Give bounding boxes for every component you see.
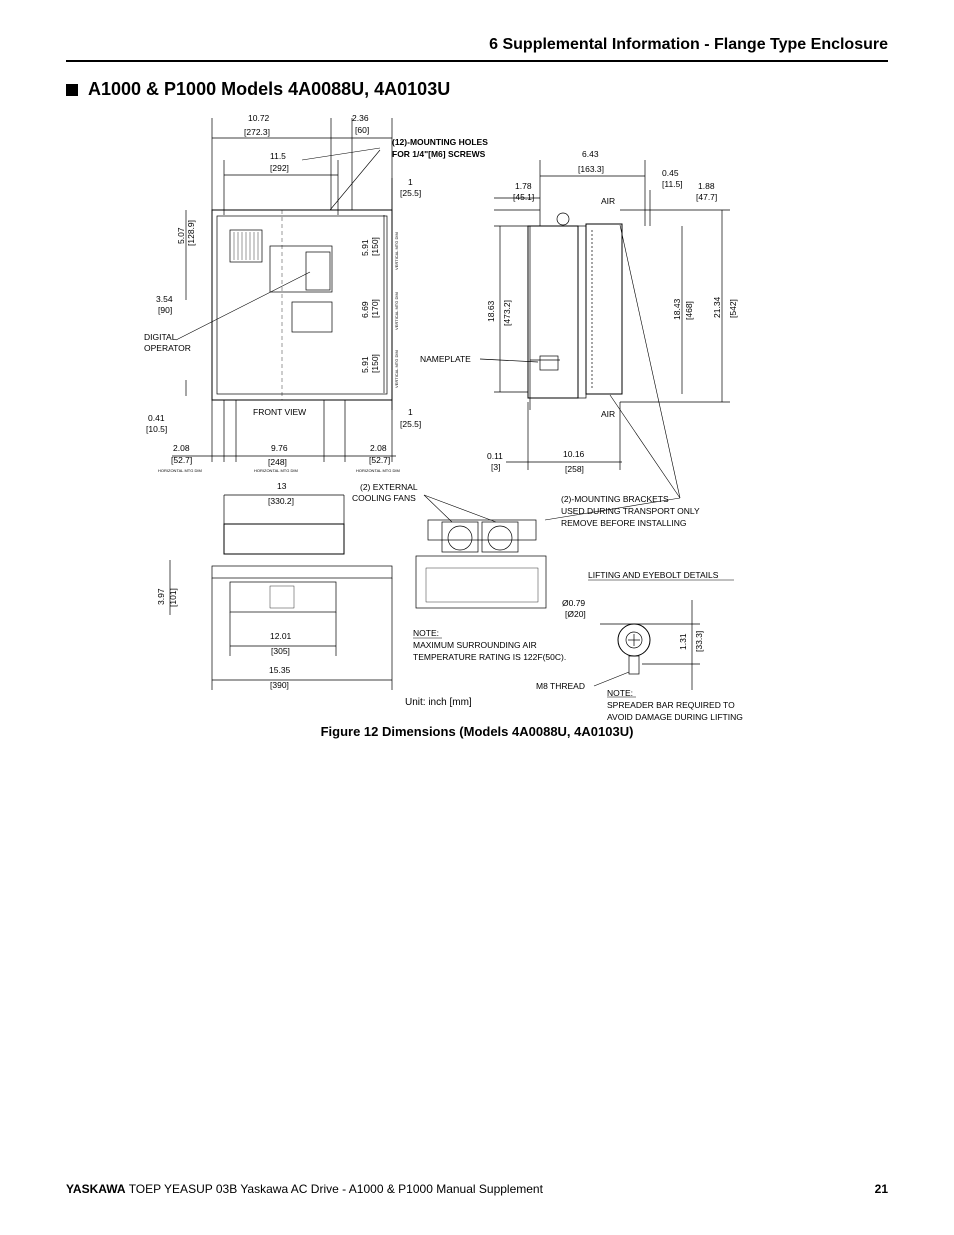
dim-label: [33.3] xyxy=(694,630,704,652)
bottom-view-top-unit xyxy=(224,524,344,554)
dim-label: [101] xyxy=(168,588,178,607)
footer-brand: YASKAWA xyxy=(66,1182,126,1196)
dim-label: [330.2] xyxy=(268,496,294,506)
cooling-fans-label: (2) EXTERNAL xyxy=(360,482,418,492)
dim-label: 6.69 xyxy=(360,301,370,318)
note-text: AVOID DAMAGE DURING LIFTING xyxy=(607,712,743,722)
note-text: TEMPERATURE RATING IS 122F(50C). xyxy=(413,652,567,662)
digital-operator-keypad xyxy=(306,252,330,290)
dim-label: 18.43 xyxy=(672,298,682,320)
mounting-holes-label: FOR 1/4"[M6] SCREWS xyxy=(392,149,486,159)
note-label: NOTE: xyxy=(607,688,633,698)
dim-label: 1.88 xyxy=(698,181,715,191)
dim-label: 15.35 xyxy=(269,665,291,675)
cooling-fan-icon xyxy=(488,526,512,550)
vertical-mtg-label: VERTICAL MTG DIM xyxy=(394,350,399,388)
eyebolt-title: LIFTING AND EYEBOLT DETAILS xyxy=(588,570,719,580)
horizontal-mtg-label: HORIZONTAL MTG DIM xyxy=(356,468,400,473)
note-text: SPREADER BAR REQUIRED TO xyxy=(607,700,735,710)
running-header: 6 Supplemental Information - Flange Type Enclosure xyxy=(489,36,888,53)
brackets-label: REMOVE BEFORE INSTALLING xyxy=(561,518,687,528)
dim-label: [292] xyxy=(270,163,289,173)
dim-label: [47.7] xyxy=(696,192,718,202)
nameplate-label: NAMEPLATE xyxy=(420,354,471,364)
dim-label: [Ø20] xyxy=(565,609,586,619)
dim-label: [473.2] xyxy=(502,300,512,326)
dim-label: [52.7] xyxy=(369,455,391,465)
dim-label: [170] xyxy=(370,299,380,318)
dim-label: [11.5] xyxy=(662,179,683,189)
dim-label: 10.16 xyxy=(563,449,585,459)
dim-label: [150] xyxy=(370,237,380,256)
dim-label: 1 xyxy=(408,407,413,417)
dim-label: [258] xyxy=(565,464,584,474)
horizontal-mtg-label: HORIZONTAL MTG DIM xyxy=(158,468,202,473)
vertical-mtg-label: VERTICAL MTG DIM xyxy=(394,232,399,270)
dim-label: [272.3] xyxy=(244,127,270,137)
footer-text: TOEP YEASUP 03B Yaskawa AC Drive - A1000 & P1000 Manual Supplement xyxy=(125,1182,543,1196)
mounting-holes-label: (12)-MOUNTING HOLES xyxy=(392,137,488,147)
digital-operator-label: DIGITAL xyxy=(144,332,177,342)
dim-label: [150] xyxy=(370,354,380,373)
footer xyxy=(66,1182,543,1196)
dim-label: 3.97 xyxy=(156,588,166,605)
dim-label: 18.63 xyxy=(486,300,496,322)
dim-label: 0.11 xyxy=(487,451,503,461)
note-text: MAXIMUM SURROUNDING AIR xyxy=(413,640,537,650)
side-view-enclosure xyxy=(528,226,578,398)
dim-label: [90] xyxy=(158,305,173,315)
dim-label: 0.41 xyxy=(148,413,165,423)
cooling-fan-icon xyxy=(448,526,472,550)
dim-label: 9.76 xyxy=(271,443,288,453)
air-label: AIR xyxy=(601,196,616,206)
dim-label: 5.91 xyxy=(360,239,370,256)
note-label: NOTE: xyxy=(413,628,439,638)
page-number: 21 xyxy=(874,1182,888,1196)
dim-label: 1.78 xyxy=(515,181,532,191)
dim-label: [128.9] xyxy=(186,220,196,246)
digital-operator-label: OPERATOR xyxy=(144,343,191,353)
dim-label: 11.5 xyxy=(270,151,286,161)
dim-label: 12.01 xyxy=(270,631,292,641)
dim-label: Ø0.79 xyxy=(562,598,586,608)
dim-label: 5.91 xyxy=(360,356,370,373)
air-label: AIR xyxy=(601,409,616,419)
dim-label: [163.3] xyxy=(578,164,604,174)
brackets-label: USED DURING TRANSPORT ONLY xyxy=(561,506,700,516)
dim-label: 2.36 xyxy=(352,113,369,123)
horizontal-mtg-label: HORIZONTAL MTG DIM xyxy=(254,468,298,473)
dim-label: 6.43 xyxy=(582,149,599,159)
brackets-label: (2)-MOUNTING BRACKETS xyxy=(561,494,669,504)
dim-label: 2.08 xyxy=(173,443,190,453)
dim-label: 10.72 xyxy=(248,113,270,123)
dim-label: 0.45 xyxy=(662,168,679,178)
dim-label: 3.54 xyxy=(156,294,173,304)
dim-label: [390] xyxy=(270,680,289,690)
dim-label: 21.34 xyxy=(712,296,722,318)
dim-label: [25.5] xyxy=(400,188,422,198)
dim-label: [3] xyxy=(491,462,501,472)
unit-label: Unit: inch [mm] xyxy=(405,697,472,708)
dim-label: [25.5] xyxy=(400,419,422,429)
dim-label: [468] xyxy=(684,301,694,320)
front-view-label: FRONT VIEW xyxy=(253,407,307,417)
dim-label: [60] xyxy=(355,125,370,135)
dim-label: 2.08 xyxy=(370,443,387,453)
dim-label: 13 xyxy=(277,481,287,491)
dim-label: [45.1] xyxy=(513,192,535,202)
dim-label: [248] xyxy=(268,457,287,467)
dim-label: 5.07 xyxy=(176,227,186,244)
figure-caption: Figure 12 Dimensions (Models 4A0088U, 4A0103U) xyxy=(320,724,634,739)
dim-label: 1.31 xyxy=(678,633,688,650)
dim-label: [542] xyxy=(728,299,738,318)
cooling-fans-label: COOLING FANS xyxy=(352,493,416,503)
section-title: A1000 & P1000 Models 4A0088U, 4A0103U xyxy=(88,79,451,99)
vertical-mtg-label: VERTICAL MTG DIM xyxy=(394,292,399,330)
dim-label: [52.7] xyxy=(171,455,193,465)
dim-label: 1 xyxy=(408,177,413,187)
dim-label: [10.5] xyxy=(146,424,168,434)
dim-label: [305] xyxy=(271,646,290,656)
thread-label: M8 THREAD xyxy=(536,681,585,691)
